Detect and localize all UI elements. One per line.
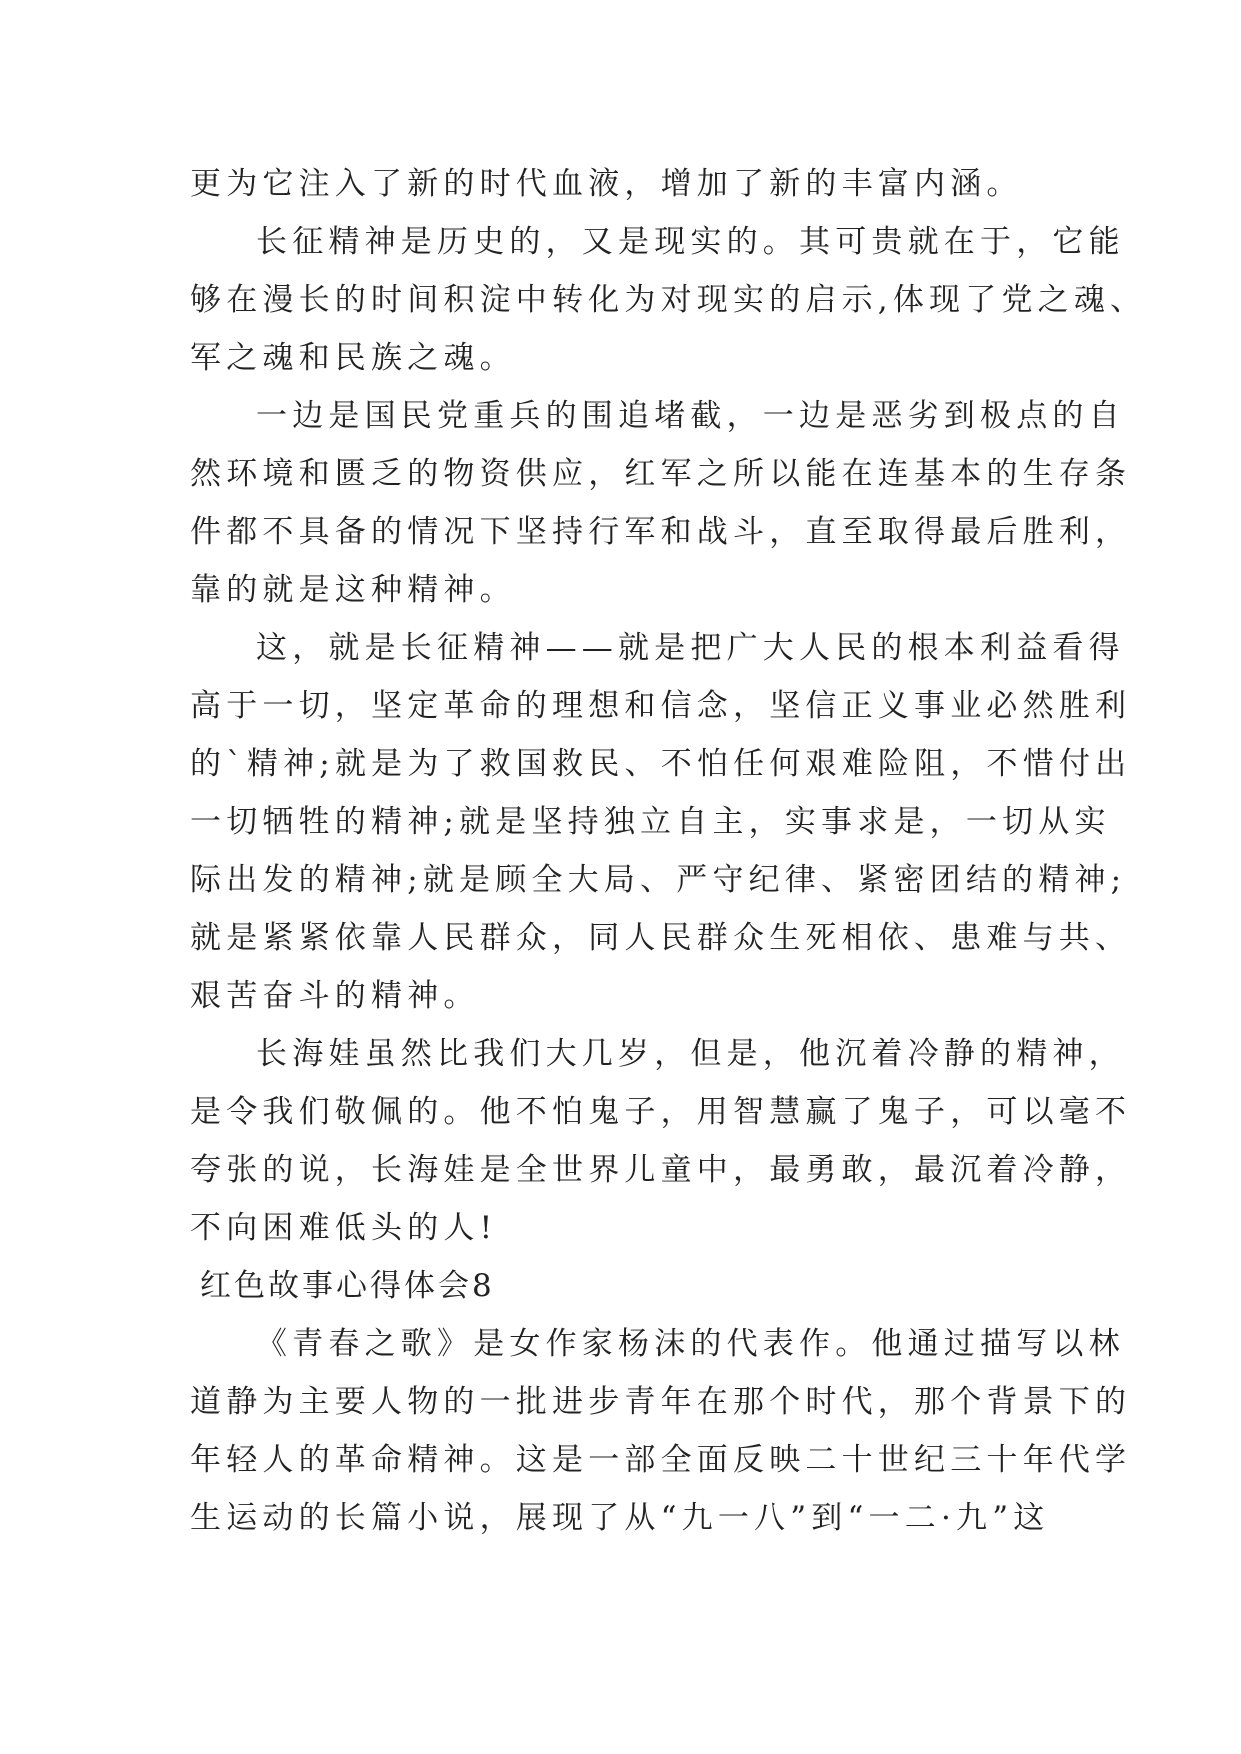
paragraph-3-line-4: 靠的就是这种精神。: [190, 572, 516, 608]
paragraph-6-line-4: 生运动的长篇小说，展现了从“九一八”到“一二·九”这: [190, 1500, 1050, 1536]
paragraph-4-line-5: 际出发的精神;就是顾全大局、严守纪律、紧密团结的精神;: [190, 862, 1127, 898]
paragraph-2-line-2: 够在漫长的时间积淀中转化为对现实的启示,体现了党之魂、: [190, 282, 1147, 318]
paragraph-3-line-2: 然环境和匮乏的物资供应，红军之所以能在连基本的生存条: [190, 456, 1132, 492]
paragraph-3-line-1: 一边是国民党重兵的围追堵截，一边是恶劣到极点的自: [256, 398, 1125, 434]
paragraph-2-line-3: 军之魂和民族之魂。: [190, 340, 516, 376]
paragraph-4-line-6: 就是紧紧依靠人民群众，同人民群众生死相依、患难与共、: [190, 920, 1132, 956]
paragraph-4-line-1: 这，就是长征精神——就是把广大人民的根本利益看得: [256, 630, 1125, 666]
paragraph-5-line-3: 夸张的说，长海娃是全世界儿童中，最勇敢，最沉着冷静，: [190, 1152, 1132, 1188]
paragraph-3-line-3: 件都不具备的情况下坚持行军和战斗，直至取得最后胜利，: [190, 514, 1132, 550]
paragraph-5-line-1: 长海娃虽然比我们大几岁，但是，他沉着冷静的精神，: [256, 1036, 1125, 1072]
paragraph-6-line-2: 道静为主要人物的一批进步青年在那个时代，那个背景下的: [190, 1384, 1132, 1420]
paragraph-6-line-1: 《青春之歌》是女作家杨沫的代表作。他通过描写以林: [256, 1326, 1125, 1362]
paragraph-6-line-3: 年轻人的革命精神。这是一部全面反映二十世纪三十年代学: [190, 1442, 1132, 1478]
paragraph-5-line-4: 不向困难低头的人!: [190, 1210, 498, 1246]
paragraph-4-line-7: 艰苦奋斗的精神。: [190, 978, 480, 1014]
paragraph-4-line-3: 的`精神;就是为了救国救民、不怕任何艰难险阻，不惜付出: [190, 746, 1132, 782]
paragraph-4-line-2: 高于一切，坚定革命的理想和信念，坚信正义事业必然胜利: [190, 688, 1132, 724]
text-line-1: 更为它注入了新的时代血液，增加了新的丰富内涵。: [190, 166, 1023, 202]
paragraph-2-line-1: 长征精神是历史的，又是现实的。其可贵就在于，它能: [256, 224, 1125, 260]
section-heading: 红色故事心得体会8: [200, 1268, 495, 1304]
paragraph-4-line-4: 一切牺牲的精神;就是坚持独立自主，实事求是，一切从实: [190, 804, 1111, 840]
paragraph-5-line-2: 是令我们敬佩的。他不怕鬼子，用智慧赢了鬼子，可以毫不: [190, 1094, 1132, 1130]
